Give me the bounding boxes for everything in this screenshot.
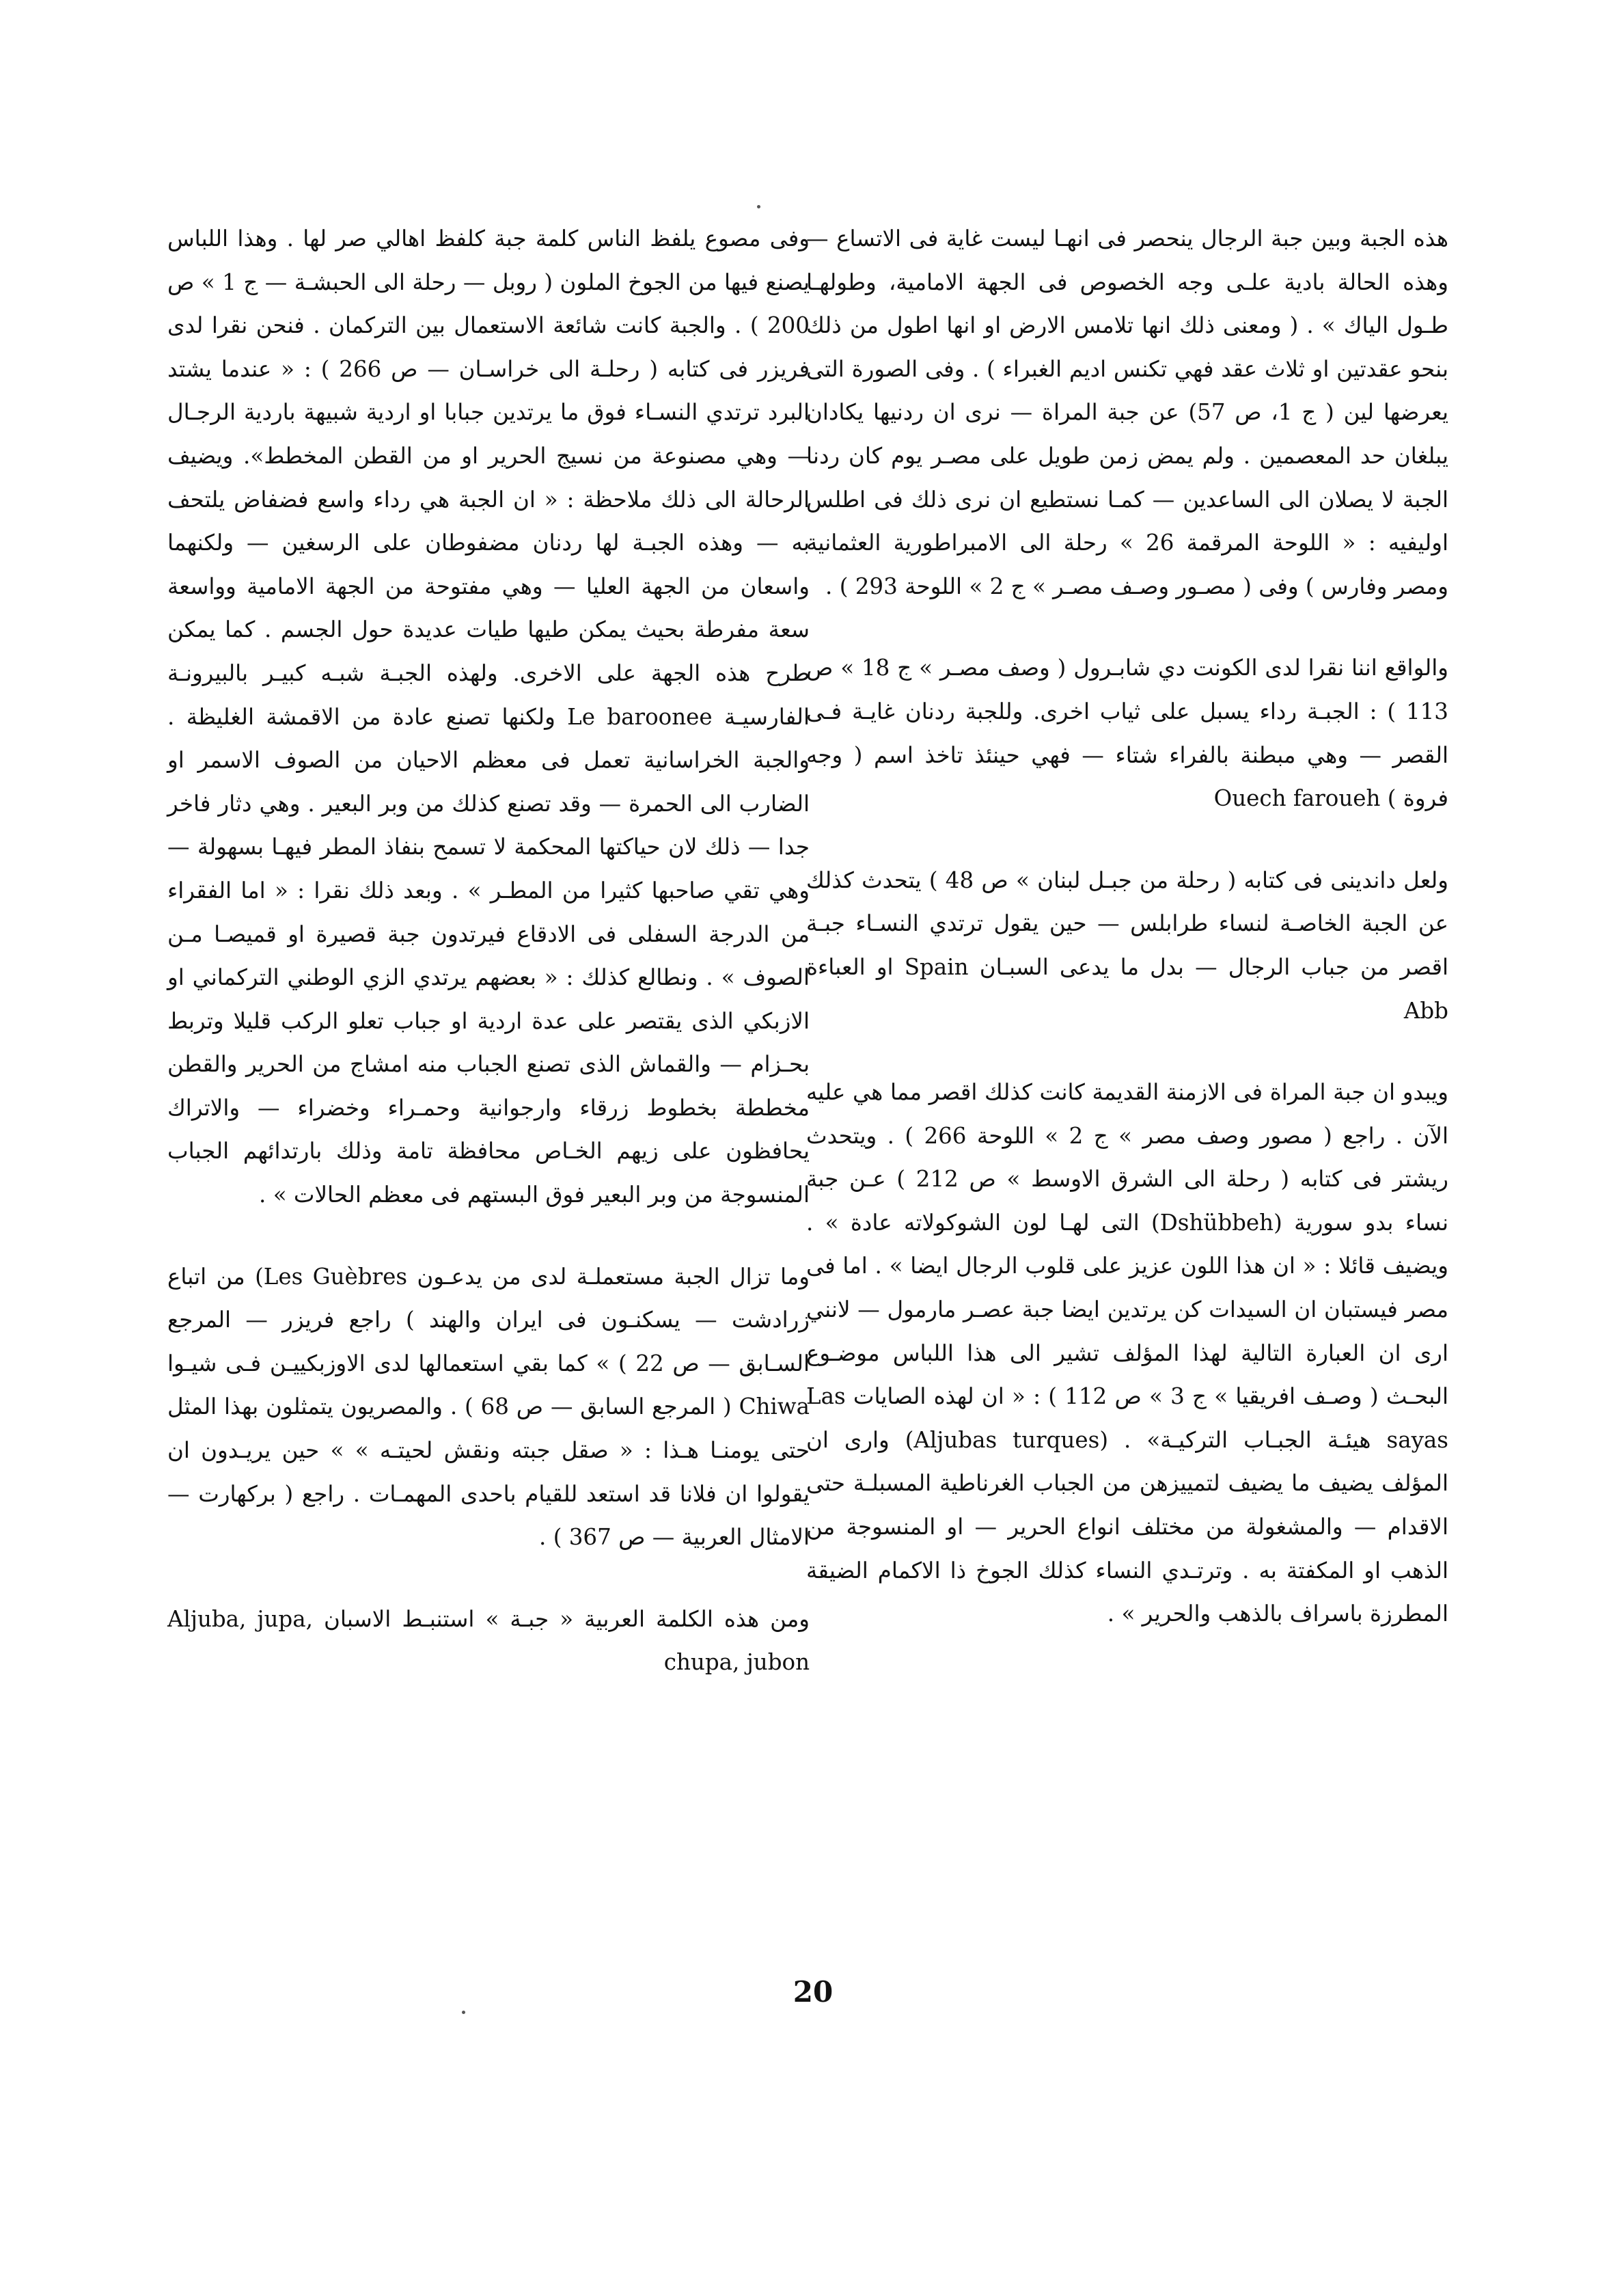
- paragraph: ومن هذه الكلمة العربية « جبـة » استنبـط الاسبان Aljuba, jupa, chupa, jubon: [167, 1605, 810, 1676]
- paragraph: وما تزال الجبة مستعملـة لدى من يدعـون Les Guèbres) من اتباع زرادشت — يسكنـون فى ايران والهند ) راجع فريزر — المرجع السـابق — ص 22 ) » كما بقي استعمالها لدى الاوزبكييـن فـى شيـوا Chiwa ( المرجع السابق — ص 68 ) . والمصريون يتمثلون بهذا المثل حتى يومنـا هـذا : « صقل جبته ونقش لحيتـه » » حين يريـدون ان يقولوا ان فلانا قد استعد للقيام باحدى المهمـات . راجع ( بركهارت — الامثال العربية — ص 367 ) .: [167, 1263, 810, 1551]
- scan-speck: [462, 2011, 465, 2014]
- paragraph: هذه الجبة وبين جبة الرجال ينحصر فى انهـا ليست غاية فى الاتساع — وهذه الحالة بادية علـى وجه الخصوص فى الجهة الامامية، وطولهـا طـول الياك » . ( ومعنى ذلك انها تلامس الارض او انها اطول من ذلك بنحو عقدتين او ثلاث عقد فهي تكنس اديم الغبراء ) . وفى الصورة التى يعرضها لين ( ج 1، ص 57) عن جبة المراة — نرى ان ردنيها يكادان يبلغان حد المعصمين . ولم يمض زمن طويل على مصـر يوم كان ردنا الجبة لا يصلان الى الساعدين — كمـا نستطيع ان نرى ذلك فى اطلس اوليفيه : « اللوحة المرقمة 26 » رحلة الى الامبراطورية العثمانية ومصر وفارس ) وفى ( مصـور وصـف مصـر » ج 2 » اللوحة 293 ) .: [806, 226, 1448, 599]
- scan-speck: [757, 205, 760, 208]
- paragraph: ويبدو ان جبة المراة فى الازمنة القديمة كانت كذلك اقصر مما هي عليه الآن . راجع ( مصور وصف مصر » ج 2 » اللوحة 266 ) . ويتحدث ريشتر فى كتابه ( رحلة الى الشرق الاوسط » ص 212 ) عـن جبة نساء بدو سورية (Dshübbeh) التى لهـا لون الشوكولاته عادة » . ويضيف قائلا : « ان هذا اللون عزيز على قلوب الرجال ايضا » . اما فى مصر فيستبان ان السيدات كن يرتدين ايضا جبة عصـر مارمول — لانني ارى ان العبارة التالية لهذا المؤلف تشير الى هذا اللباس موضـوع البحـث ( وصـف افريقيا » ج 3 » ص 112 ) : « ان لهذه الصايات Las sayas هيئـة الجبـاب التركيـة» . (Aljubas turques) وارى ان المؤلف يضيف ما يضيف لتمييزهن من الجباب الغرناطية المسبلـة حتى الاقدام — والمشغولة من مختلف انواع الحرير — او المنسوجة من الذهب او المكفتة به . وترتـدي النساء كذلك الجوخ ذا الاكمام الضيقة المطرزة باسراف بالذهب والحرير » .: [806, 1079, 1449, 1627]
- paragraph: ولعل داندينى فى كتابه ( رحلة من جبـل لبنان » ص 48 ) يتحدث كذلك عن الجبة الخاصـة لنساء طرابلس — حين يقول ترتدي النسـاء جبـة اقصر من جباب الرجال — بدل ما يدعى السبـان Spain او العباءة Abb: [806, 867, 1449, 1024]
- page-number: 20: [793, 1975, 834, 2009]
- left-column: [167, 217, 810, 1685]
- paragraph: وفى مصوع يلفظ الناس كلمة جبة كلفظ اهالي صر لها . وهذا اللباس يصنع فيها من الجوخ الملون ( روبل — رحلة الى الحبشـة — ج 1 » ص 200 ) . والجبة كانت شائعة الاستعمال بين التركمان . فنحن نقرا لدى فريزر فى كتابه ( رحلـة الى خراسـان — ص 266 ) : « عندما يشتد البرد ترتدي النسـاء فوق ما يرتدين جبابا او اردية شبيهة باردية الرجـال — وهي مصنوعة من نسيج الحرير او من القطن المخطط». ويضيف الرحالة الى ذلك ملاحظة : « ان الجبة هي رداء واسع فضفاض يلتحف به — وهذه الجبـة لها ردنان مضفوطان على الرسغين — ولكنهما واسعان من الجهة العليا — وهي مفتوحة من الجهة الامامية وواسعة سعة مفرطة بحيث يمكن طيها طيات عديدة حول الجسم . كما يمكن طرح هذه الجهة على الاخرى. ولهذه الجبـة شبـه كبيـر بالبيرونـة الفارسيـة Le baroonee ولكنها تصنع عادة من الاقمشة الغليظة . والجبة الخراسانية تعمل فى معظم الاحيان من الصوف الاسمر او الضارب الى الحمرة — وقد تصنع كذلك من وبر البعير . وهي دثار فاخر جدا — ذلك لان حياكتها المحكمة لا تسمح بنفاذ المطر فيهـا بسهولة — وهي تقي صاحبها كثيرا من المطـر » . وبعد ذلك نقرا : « اما الفقراء من الدرجة السفلى فى الادقاع فيرتدون جبة قصيرة او قميصـا مـن الصوف » . ونطالع كذلك : « بعضهم يرتدي الزي الوطني التركماني او الازبكي الذى يقتصر على عدة اردية او جباب تعلو الركب قليلا وتربط بحـزام — والقماش الذى تصنع الجباب منه امشاج من الحرير والقطن مخططة بخطوط زرقاء وارجوانية وحمـراء وخضراء — والاتراك يحافظون على زيهم الخـاص محافظة تامة وذلك بارتدائهم الجباب المنسوجة من وبر البعير فوق البستهم فى معظم الحالات » .: [167, 226, 810, 1208]
- right-column: [806, 217, 1448, 1636]
- paragraph: والواقع اننا نقرا لدى الكونت دي شابـرول ( وصف مصـر » ج 18 » ص 113 ) : الجبـة رداء يسبل على ثياب اخرى. وللجبة ردنان غايـة فـى القصر — وهي مبطنة بالفراء شتاء — فهي حينئذ تاخذ اسم ( وجه فروة ) Ouech faroueh: [806, 655, 1448, 812]
